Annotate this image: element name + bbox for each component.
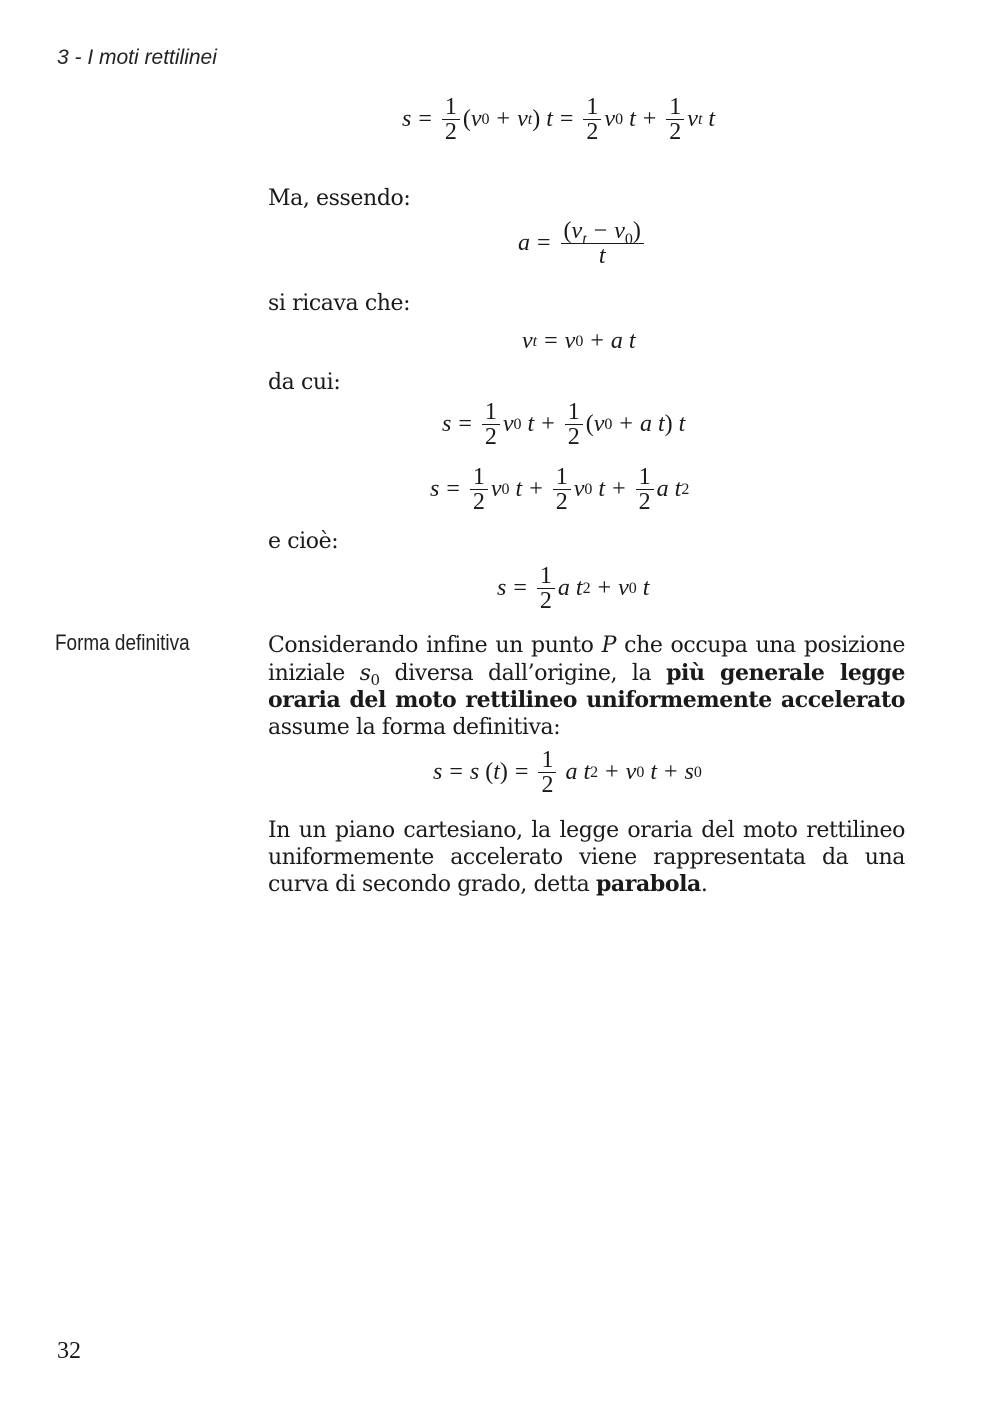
equation-final-velocity: v t = v 0 + a t [522,328,636,354]
text-ma-essendo: Ma, essendo: [268,186,411,211]
equation-acceleration: a = $\frac{(v_t - v_0)}{t}$ [518,219,647,268]
text-si-ricava: si ricava che: [268,291,411,316]
paragraph-parabola: In un piano cartesiano, la legge oraria del moto rettilineo uniformemente accelerato viene rappresentata da una curva di secondo grado, detta parabola. [268,818,905,897]
equation-expansion: s = $\frac{1}{2}$ v 0 t + $\frac{1}{2}$ v 0 t + $\frac{1}{2}$ a t 2 [430,464,690,515]
text-da-cui: da cui: [268,370,341,395]
equation-substitution: s = $\frac{1}{2}$ v 0 t + $\frac{1}{2}$ ( v 0 + a t ) t [442,399,686,450]
equation-law-simple: s = $\frac{1}{2}$ a t 2 + v 0 t [497,563,650,614]
equation-average-velocity: s = $\frac{1}{2}$ ( v 0 + v t ) t = $\frac{1}{2}$ v 0 t + $\frac{1}{2}$ v t t [402,94,716,145]
paragraph-definitive-form: Considerando infine un punto P che occupa una posizione iniziale $s_0$ diversa dall’origine, la più generale legge oraria del moto rettilineo uniformemente accelerato assume la forma definitiva: [268,633,905,740]
running-header: 3 - I moti rettilinei [57,46,217,69]
margin-note: Forma definitiva [55,630,190,655]
page-number: 32 [57,1338,81,1364]
equation-law-definitive: s = s ( t ) = $\frac{1}{2}$ a t 2 + v 0 t + s 0 [433,747,702,798]
text-e-cioe: e cioè: [268,529,339,554]
